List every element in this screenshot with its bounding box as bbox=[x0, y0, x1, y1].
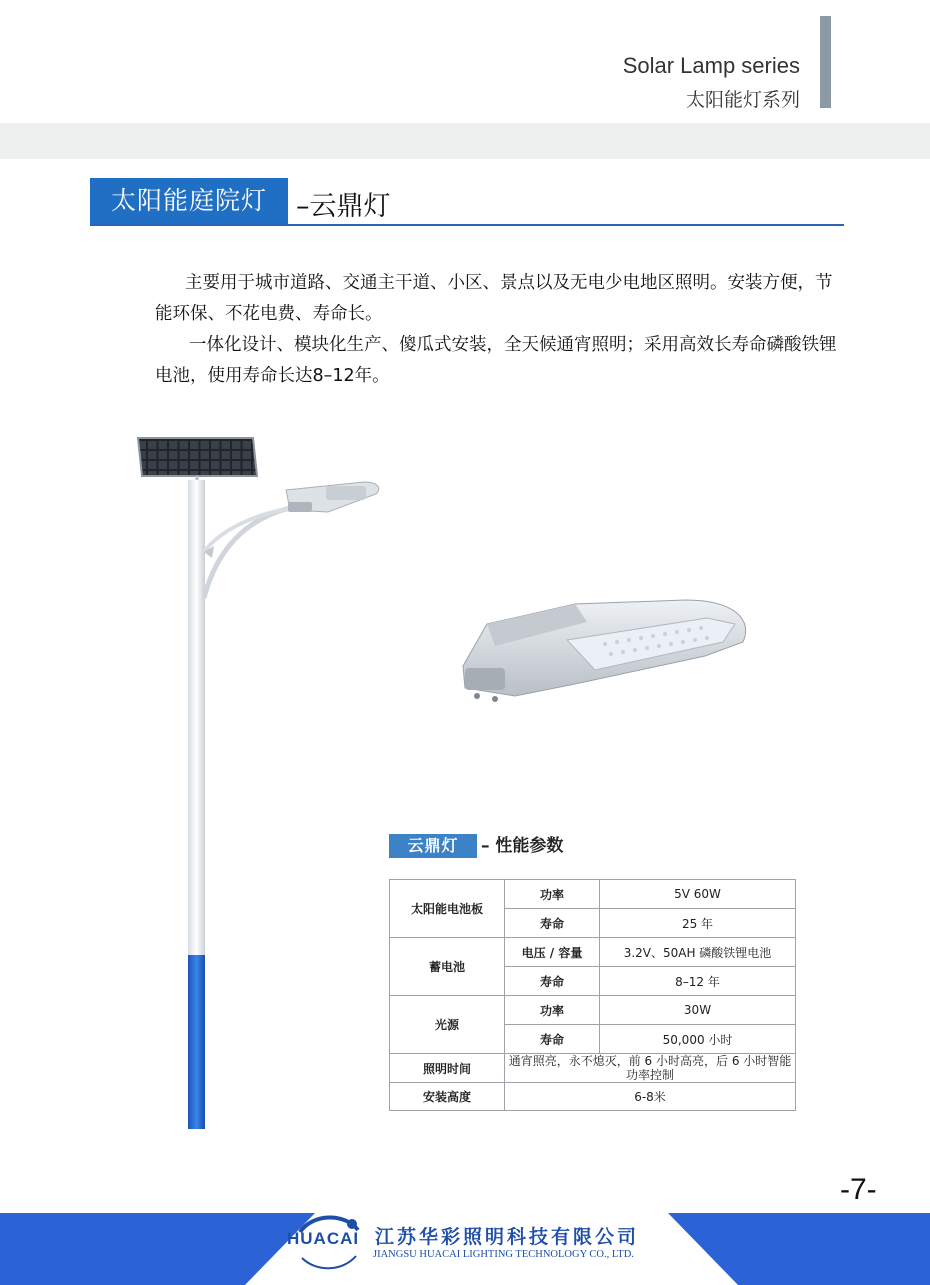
light-power-value: 30W bbox=[600, 996, 796, 1025]
light-power-label: 功率 bbox=[505, 996, 600, 1025]
intro-paragraph-1: 主要用于城市道路、交通主干道、小区、景点以及无电少电地区照明。安装方便，节能环保、不花电费、寿命长。 bbox=[155, 273, 833, 324]
battery-label: 蓄电池 bbox=[390, 938, 505, 996]
table-row bbox=[390, 1083, 796, 1111]
time-value: 通宵照亮，永不熄灭，前 6 小时高亮，后 6 小时智能功率控制 bbox=[505, 1054, 796, 1083]
spec-heading: – 性能参数 bbox=[481, 836, 564, 856]
intro-paragraph-2: 一体化设计、模块化生产、傻瓜式安装，全天候通宵照明；采用高效长寿命磷酸铁锂电池，使用寿命长达8–12年。 bbox=[155, 335, 837, 386]
solar-street-lamp-image bbox=[0, 430, 420, 1140]
company-name-cn: 江苏华彩照明科技有限公司 bbox=[375, 1226, 640, 1248]
spec-table bbox=[389, 879, 796, 1111]
battery-life-label: 寿命 bbox=[505, 967, 600, 996]
table-row bbox=[390, 938, 796, 967]
battery-vc-label: 电压 / 容量 bbox=[505, 938, 600, 967]
panel-life-label: 寿命 bbox=[505, 909, 600, 938]
title-underline bbox=[90, 224, 844, 226]
table-row bbox=[390, 996, 796, 1025]
battery-vc-value: 3.2V、50AH 磷酸铁锂电池 bbox=[600, 938, 796, 967]
height-value: 6-8米 bbox=[505, 1083, 796, 1111]
section-title-sub: –云鼎灯 bbox=[296, 191, 391, 222]
light-life-value: 50,000 小时 bbox=[600, 1025, 796, 1054]
table-row bbox=[390, 880, 796, 909]
page-number: -7- bbox=[840, 1173, 877, 1206]
panel-life-value: 25 年 bbox=[600, 909, 796, 938]
light-label: 光源 bbox=[390, 996, 505, 1054]
panel-power-label: 功率 bbox=[505, 880, 600, 909]
table-row bbox=[390, 1054, 796, 1083]
intro-text bbox=[155, 268, 845, 392]
panel-power-value: 5V 60W bbox=[600, 880, 796, 909]
section-title-main: 太阳能庭院灯 bbox=[90, 178, 288, 224]
spec-tag: 云鼎灯 bbox=[389, 834, 477, 858]
logo-text: HUACAI bbox=[287, 1229, 360, 1248]
series-title-cn: 太阳能灯系列 bbox=[685, 89, 800, 111]
header-accent-bar bbox=[820, 16, 831, 108]
light-life-label: 寿命 bbox=[505, 1025, 600, 1054]
led-fixture-image bbox=[455, 596, 755, 711]
header-band bbox=[0, 123, 930, 159]
panel-label: 太阳能电池板 bbox=[390, 880, 505, 938]
time-label: 照明时间 bbox=[390, 1054, 505, 1083]
battery-life-value: 8–12 年 bbox=[600, 967, 796, 996]
company-name-en: JIANGSU HUACAI LIGHTING TECHNOLOGY CO., LTD. bbox=[373, 1249, 634, 1260]
height-label: 安装高度 bbox=[390, 1083, 505, 1111]
series-title-en: Solar Lamp series bbox=[622, 53, 800, 78]
